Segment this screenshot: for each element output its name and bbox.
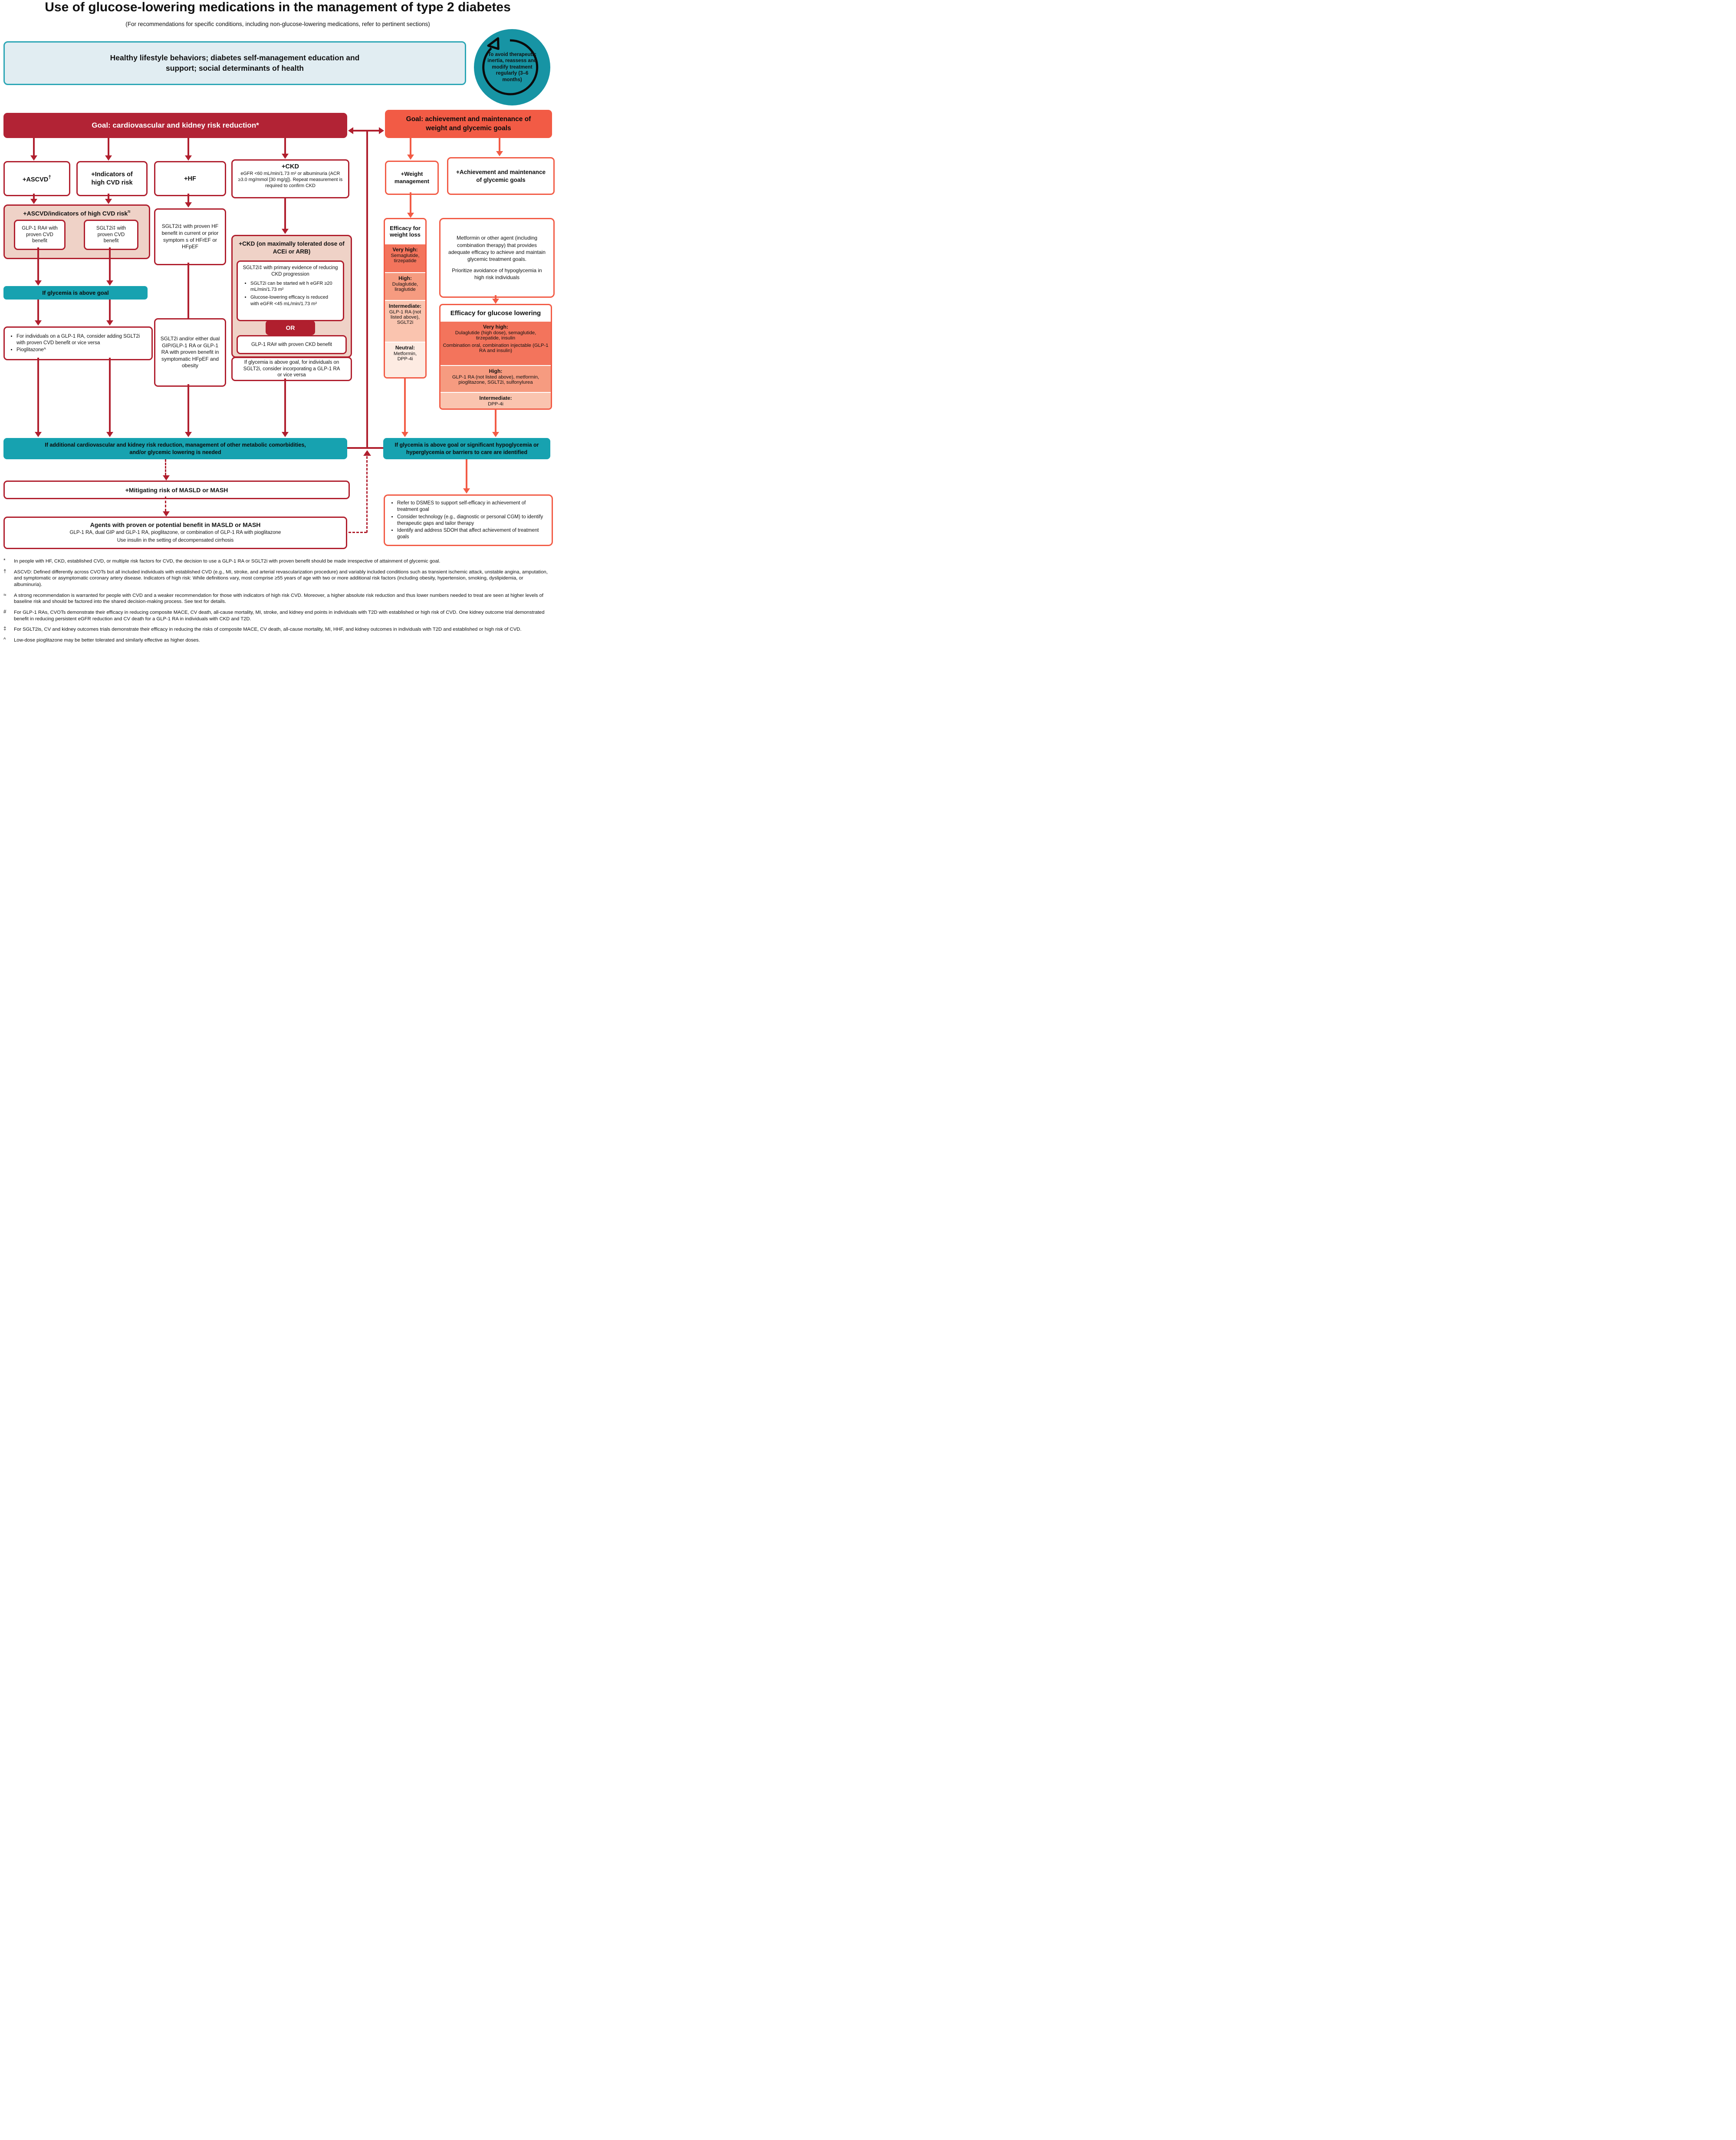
hf-label: +HF (184, 175, 196, 182)
ascvd-box (3, 161, 70, 196)
arrow-to-ascvd (33, 138, 35, 155)
footnotes (3, 558, 552, 644)
goal-right-text: Goal: achievement and maintenance of weight and glycemic goals (406, 115, 531, 132)
arrow-ascvd-panel (33, 194, 35, 199)
glycemic-goals-box (447, 157, 555, 195)
glp1-cvd-text: GLP-1 RA# with proven CVD benefit (22, 226, 58, 244)
arrow-glucose-efficacy (495, 295, 496, 299)
footnote: * In people with HF, CKD, established CVD, or multiple risk factors for CVD, the decision to use a GLP-1 RA or SGLT2i with proven benefit should be made irrespective of attainment of glycemic goal. (3, 558, 441, 564)
ascvd-panel-title: +ASCVD/indicators of high CVD risk≈ (23, 209, 131, 217)
sglt2-cvd-text: SGLT2i‡ with proven CVD benefit (96, 226, 126, 244)
masld-box (3, 481, 350, 499)
arrow-col4-additional (284, 379, 286, 432)
ckd-title: +CKD (282, 163, 299, 170)
ckd-definition: eGFR <60 mL/min/1.73 m² or albuminuria (ACR ≥3.0 mg/mmol [30 mg/g]). Repeat measurement is required to confirm CKD (238, 171, 343, 188)
goal-left-header (3, 113, 347, 138)
metformin-box (439, 218, 555, 298)
metformin-p2: Prioritize avoidance of hypoglycemia in high risk individuals (452, 267, 542, 281)
ckd-glp1-box (237, 335, 347, 354)
arrow-glycemia-bullets-1 (37, 300, 39, 320)
agents-title: Agents with proven or potential benefit in MASLD or MASH (90, 521, 261, 528)
indicators-box (76, 161, 148, 196)
footnote: † ASCVD: Defined differently across CVOTs but all included individuals with established CVD (e.g., MI, stroke, and arterial revascularization procedure) and variably included conditions such as transient ischemic attack, unstable angina, amputation, and symptomatic or asymptomatic coronary artery disease. Indicators of high risk: While definitions vary, most comprise ≥55 years of age with two or more additional risk factors (including obesity, hypertension, smoking, dyslipidemia, or albuminuria). (3, 569, 548, 588)
list-item: • Identify and address SDOH that affect achievement of treatment goals (397, 527, 546, 540)
list-item: • For individuals on a GLP-1 RA, consider adding SGLT2i with proven CVD benefit or vice versa (16, 333, 147, 346)
diabetes-treatment-algorithm (0, 0, 556, 685)
weight-efficacy-box (384, 218, 427, 379)
or-label: OR (286, 324, 295, 331)
indicators-label: +Indicators of high CVD risk (91, 171, 133, 186)
or-pill (266, 320, 315, 335)
glycemia-options-box (3, 326, 153, 360)
dashed-arrow-agents (165, 497, 166, 511)
ckd-glycemia-box (231, 357, 352, 381)
tier-very-high: Very high: Dulaglutide (high dose), semaglutide, tirzepatide, insulin Combination oral, combination injectable (GLP-1 RA and insulin) (441, 321, 551, 365)
lifestyle-banner-text: Healthy lifestyle behaviors; diabetes self-management education and support; social determinants of health (110, 53, 360, 72)
agents-line1: GLP-1 RA, dual GIP and GLP-1 RA, pioglitazone, or combination of GLP-1 RA with pioglitazone (69, 530, 281, 535)
arrow-to-weight (410, 138, 411, 155)
tier-high: High: Dulaglutide, liraglutide (385, 272, 425, 300)
feedback-dashed-vline (366, 456, 368, 533)
arrow-glucose-teal (495, 410, 496, 432)
footnote: # For GLP-1 RAs, CVOTs demonstrate their efficacy in reducing composite MACE, CV death, all-cause mortality, MI, stroke, and kidney end points in individuals with T2D with established or high risk of CVD. One kidney outcome trial demonstrated benefit in reducing persistent eGFR reduction and CV death for a GLP-1 RA in individuals with CKD and T2D. (3, 609, 545, 622)
arrow-weight-efficacy (410, 192, 411, 213)
agents-box (3, 517, 347, 549)
ckd-condition-box (231, 159, 349, 198)
inertia-circle (474, 29, 550, 105)
arrow-teal-dsmes (466, 459, 467, 488)
hf-sglt2-box (154, 208, 226, 265)
ckd-sglt2-bullets (241, 280, 340, 307)
arrow-indicators-panel (108, 194, 109, 199)
hf-condition-box (154, 161, 226, 196)
glycemia-options-list (7, 333, 149, 355)
junction-hline (347, 447, 385, 449)
tier-intermediate: Intermediate: GLP-1 RA (not listed above), SGLT2i (385, 300, 425, 342)
dsmes-list (388, 499, 549, 542)
sglt2-cvd-box (84, 220, 138, 250)
arrow-to-hf (187, 138, 189, 155)
hfpef-box (154, 318, 226, 387)
hf-sglt2-text: SGLT2i‡ with proven HF benefit in current or prior symptom s of HFrEF or HFpEF (161, 223, 219, 250)
goal-left-text: Goal: cardiovascular and kidney risk reduction* (92, 121, 259, 129)
additional-risk-text: If additional cardiovascular and kidney risk reduction, management of other metabolic comorbidities, and/or glycemic lowering is needed (45, 441, 306, 455)
right-glycemia-bar (383, 438, 550, 459)
list-item: • Pioglitazone^ (16, 347, 147, 353)
list-item: • Consider technology (e.g., diagnostic or personal CGM) to identify therapeutic gaps and tailor therapy (397, 514, 546, 527)
agents-line2: Use insulin in the setting of decompensated cirrhosis (117, 538, 234, 543)
tier-neutral: Neutral: Metformin, DPP-4i (385, 342, 425, 377)
page-title: Use of glucose-lowering medications in the management of type 2 diabetes (45, 0, 511, 14)
weight-management-box (385, 161, 439, 195)
list-item: • Glucose-lowering efficacy is reduced with eGFR <45 mL/min/1.73 m² (250, 294, 337, 307)
hfpef-text: SGLT2i and/or either dual GIP/GLP-1 RA or GLP-1 RA with proven benefit in symptomatic HFpEF and obesity (160, 336, 220, 369)
masld-text: +Mitigating risk of MASLD or MASH (125, 486, 228, 494)
arrow-glycemia-bullets-2 (109, 300, 111, 320)
arrow-col3-additional (187, 384, 189, 432)
ckd-sglt2-box (237, 260, 344, 321)
arrow-ckd-panel (284, 198, 286, 229)
arrow-to-ckd (284, 138, 286, 154)
metformin-p1: Metformin or other agent (including combination therapy) that provides adequate efficacy to achieve and maintain glycemic treatment goals. (448, 235, 546, 262)
feedback-dashed-hline (349, 532, 367, 533)
additional-risk-bar (3, 438, 347, 459)
tier-intermediate: Intermediate: DPP-4i (441, 392, 551, 409)
weight-management-text: +Weight management (394, 170, 430, 184)
weight-efficacy-title: Efficacy for weight loss (390, 225, 421, 238)
goal-right-header (385, 110, 552, 138)
page-subtitle: (For recommendations for specific conditions, including non-glucose-lowering medications, refer to pertinent sections) (125, 21, 430, 27)
ckd-sglt2-title: SGLT2i‡ with primary evidence of reducing CKD progression (243, 265, 338, 277)
glp1-cvd-box (14, 220, 66, 250)
glycemic-goals-text: +Achievement and maintenance of glycemic goals (456, 168, 546, 183)
arrow-col2-additional (109, 358, 111, 432)
footnote: ≈ A strong recommendation is warranted for people with CVD and a weaker recommendation for those with indicators of high risk CVD. Moreover, a higher absolute risk reduction and thus lower numbers needed to treat are seen at higher levels of baseline risk and should be factored into the shared decision-making process. See text for details. (3, 592, 544, 605)
tier-high: High: GLP-1 RA (not listed above), metformin, pioglitazone, SGLT2i, sulfonylurea (441, 365, 551, 392)
arrow-col1-additional (37, 358, 39, 432)
junction-vline (366, 131, 368, 448)
list-item: • Refer to DSMES to support self-efficacy in achievement of treatment goal (397, 500, 546, 513)
hf-connector-line (187, 263, 189, 318)
ckd-panel-title: +CKD (on maximally tolerated dose of ACEi or ARB) (239, 240, 345, 255)
lifestyle-banner (3, 41, 466, 85)
arrow-to-indicators (108, 138, 109, 155)
glycemia-above-goal-bar (3, 286, 148, 300)
tier-very-high: Very high: Semaglutide, tirzepatide (385, 244, 425, 272)
glycemia-bar-text: If glycemia is above goal (42, 290, 109, 296)
arrow-hf-box (187, 194, 189, 202)
arrow-sglt2-glycemia (109, 247, 111, 280)
dsmes-box (384, 494, 553, 546)
right-glycemia-text: If glycemia is above goal or significant hypoglycemia or hyperglycemia or barriers to care are identified (395, 441, 539, 455)
arrow-glp1-glycemia (37, 247, 39, 280)
dashed-arrow-masld (165, 459, 166, 475)
arrow-weight-teal (404, 379, 406, 432)
ascvd-label: +ASCVD† (23, 174, 51, 183)
list-item: • SGLT2i can be started wit h eGFR ≥20 mL/min/1.73 m² (250, 280, 337, 293)
inertia-circle-text: To avoid therapeutic inertia, reassess and modify treatment regularly (3–6 months) (487, 52, 537, 82)
footnote: ^ Low-dose pioglitazone may be better tolerated and similarly effective as higher doses. (3, 637, 200, 643)
feedback-up-arrowhead (363, 450, 371, 456)
glucose-efficacy-title: Efficacy for glucose lowering (450, 309, 541, 317)
ckd-glycemia-text: If glycemia is above goal, for individuals on SGLT2i, consider incorporating a GLP-1 RA or vice versa (243, 359, 340, 378)
glucose-efficacy-box (439, 304, 552, 410)
ckd-glp1-text: GLP-1 RA# with proven CKD benefit (251, 342, 332, 347)
arrow-to-glycemic (499, 138, 500, 151)
footnote: ‡ For SGLT2is, CV and kidney outcomes trials demonstrate their efficacy in reducing the risks of composite MACE, CV death, all-cause mortality, MI, HHF, and kidney outcomes in individuals with T2D and established or high risk of CVD. (3, 626, 522, 632)
